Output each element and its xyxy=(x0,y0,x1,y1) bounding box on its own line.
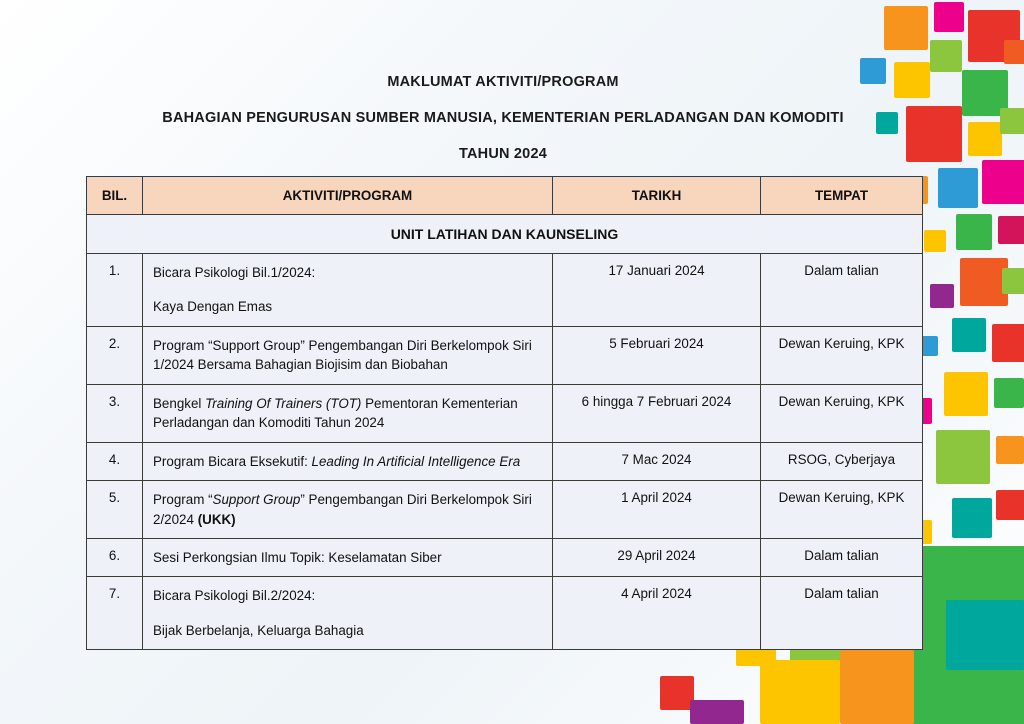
table-row xyxy=(87,538,923,576)
activity-italic: Support Group xyxy=(212,492,301,508)
cell-date: 17 Januari 2024 xyxy=(553,254,761,327)
activity-main: Bicara Psikologi Bil.1/2024: xyxy=(153,265,316,280)
activity-prefix: Bengkel xyxy=(153,395,206,411)
cell-place: Dalam talian xyxy=(761,254,923,327)
column-header-activity: AKTIVITI/PROGRAM xyxy=(143,177,553,215)
cell-date: 5 Februari 2024 xyxy=(553,326,761,384)
table-section-row xyxy=(87,215,923,254)
cell-activity xyxy=(143,254,553,327)
cell-activity xyxy=(143,384,553,442)
cell-bil: 4. xyxy=(87,442,143,480)
table-row xyxy=(87,254,923,327)
cell-activity xyxy=(143,538,553,576)
activity-prefix: Program “ xyxy=(153,492,213,508)
activity-table xyxy=(86,176,923,650)
cell-bil: 2. xyxy=(87,326,143,384)
cell-place: RSOG, Cyberjaya xyxy=(761,442,923,480)
cell-bil: 7. xyxy=(87,577,143,650)
cell-bil: 1. xyxy=(87,254,143,327)
table-row xyxy=(87,384,923,442)
page-year: TAHUN 2024 xyxy=(459,146,547,162)
table-row xyxy=(87,326,923,384)
cell-date: 6 hingga 7 Februari 2024 xyxy=(553,384,761,442)
activity-main: Program “Support Group” Pengembangan Diri Berkelompok Siri 1/2024 Bersama Bahagian Biojisim dan Biobahan xyxy=(153,337,532,373)
cell-activity xyxy=(143,577,553,650)
activity-suffix: Pementoran Kementerian Perladangan dan Komoditi Tahun 2024 xyxy=(153,395,518,431)
table-header-row xyxy=(87,177,923,215)
activity-sub: Bijak Berbelanja, Keluarga Bahagia xyxy=(153,622,364,638)
cell-bil: 5. xyxy=(87,481,143,539)
cell-place: Dewan Keruing, KPK xyxy=(761,326,923,384)
section-title: UNIT LATIHAN DAN KAUNSELING xyxy=(87,215,923,254)
document-header xyxy=(86,74,920,162)
cell-bil: 6. xyxy=(87,538,143,576)
cell-place: Dalam talian xyxy=(761,577,923,650)
table-row xyxy=(87,442,923,480)
table-row xyxy=(87,577,923,650)
cell-date: 29 April 2024 xyxy=(553,538,761,576)
cell-date: 4 April 2024 xyxy=(553,577,761,650)
activity-main: Sesi Perkongsian Ilmu Topik: Keselamatan Siber xyxy=(153,549,442,565)
cell-activity xyxy=(143,326,553,384)
cell-date: 7 Mac 2024 xyxy=(553,442,761,480)
cell-place: Dewan Keruing, KPK xyxy=(761,481,923,539)
column-header-bil: BIL. xyxy=(87,177,143,215)
activity-bold: (UKK) xyxy=(197,511,236,527)
cell-activity xyxy=(143,442,553,480)
cell-bil: 3. xyxy=(87,384,143,442)
activity-italic: Training Of Trainers (TOT) xyxy=(205,395,362,411)
table-row xyxy=(87,481,923,539)
activity-italic: Leading In Artificial Intelligence Era xyxy=(311,453,521,469)
activity-suffix: ” Pengembangan Diri Berkelompok Siri 2/2024 xyxy=(153,492,532,527)
activity-prefix: Program Bicara Eksekutif: xyxy=(153,453,312,469)
activity-sub: Kaya Dengan Emas xyxy=(153,299,273,315)
page-subtitle: BAHAGIAN PENGURUSAN SUMBER MANUSIA, KEMENTERIAN PERLADANGAN DAN KOMODITI xyxy=(162,110,844,126)
cell-place: Dewan Keruing, KPK xyxy=(761,384,923,442)
cell-place: Dalam talian xyxy=(761,538,923,576)
cell-activity xyxy=(143,481,553,539)
cell-date: 1 April 2024 xyxy=(553,481,761,539)
column-header-date: TARIKH xyxy=(553,177,761,215)
activity-main: Bicara Psikologi Bil.2/2024: xyxy=(153,588,316,604)
column-header-place: TEMPAT xyxy=(761,177,923,215)
page-title: MAKLUMAT AKTIVITI/PROGRAM xyxy=(387,74,619,90)
